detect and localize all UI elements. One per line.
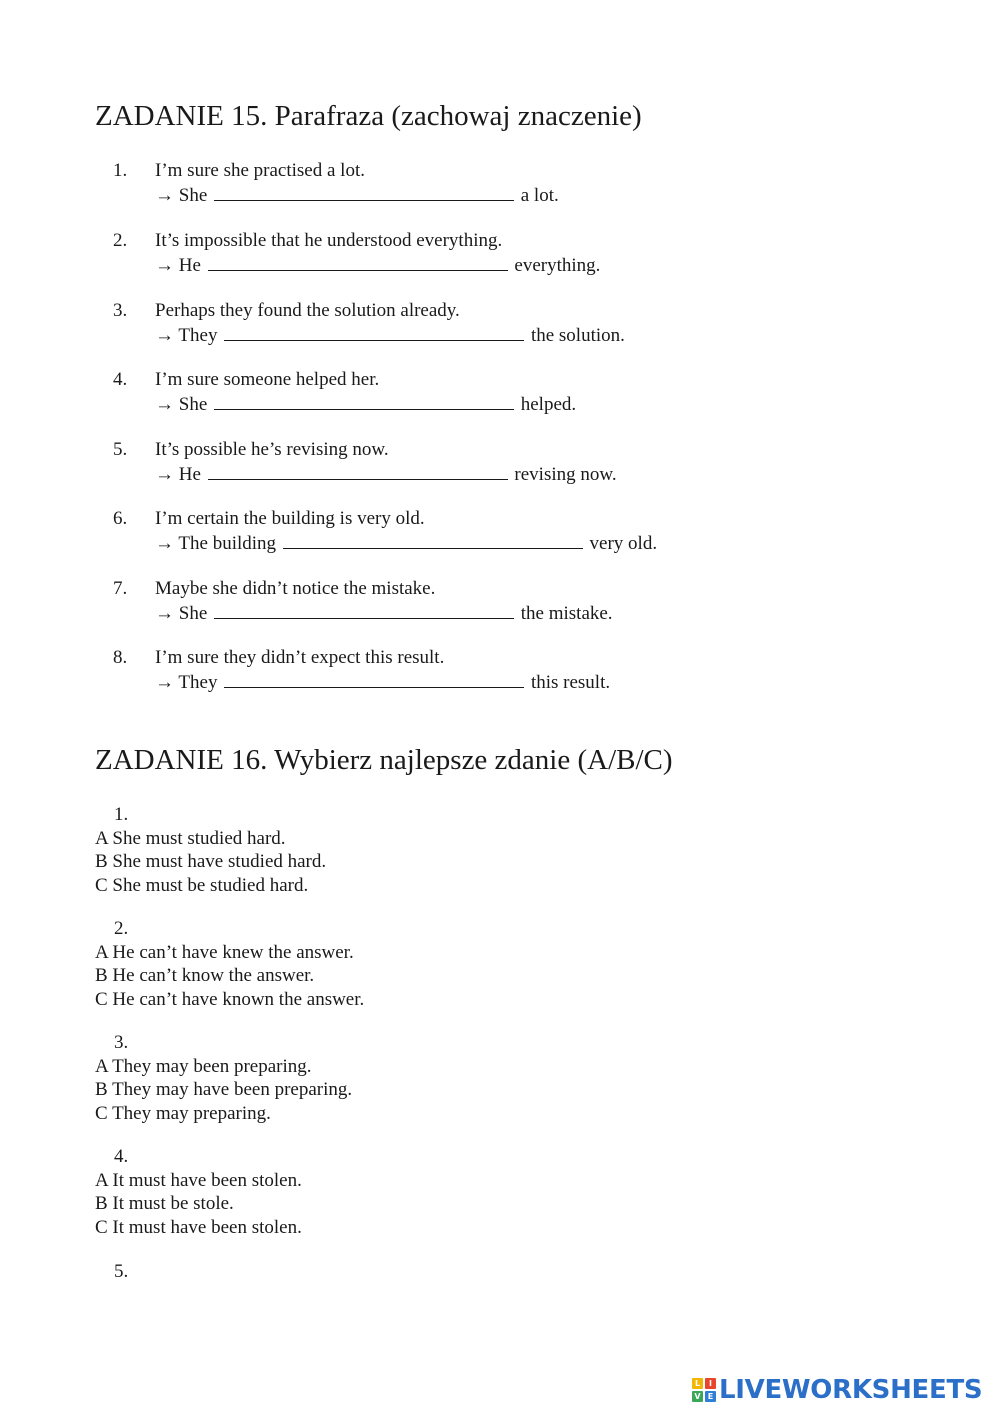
answer-suffix: the mistake. [520,603,613,624]
answer-prefix: → The building [155,533,277,554]
item-prompt: It’s possible he’s revising now. [155,439,389,460]
item-number: 7. [113,578,128,599]
answer-blank[interactable] [214,603,514,619]
choice-question [95,803,695,897]
question-number: 4. [114,1146,129,1167]
liveworksheets-logo [692,1374,982,1406]
item-number: 3. [113,300,128,321]
item-number: 6. [113,508,128,529]
logo-mark-tile: L [692,1378,703,1389]
logo-text: LIVEWORKSHEETS [719,1375,983,1405]
logo-mark-icon [692,1378,716,1402]
answer-blank[interactable] [214,185,514,201]
choice-option-c[interactable]: C It must have been stolen. [95,1216,302,1238]
choice-option-b[interactable]: B He can’t know the answer. [95,965,315,986]
choice-option-b[interactable]: B She must have studied hard. [95,851,327,872]
question-number: 3. [114,1032,129,1053]
item-prompt: Perhaps they found the solution already. [155,300,460,321]
task16-title: ZADANIE 16. Wybierz najlepsze zdanie (A/B/C) [95,744,673,776]
logo-mark-tile: E [705,1391,716,1402]
answer-prefix: → They [155,325,218,346]
item-prompt: I’m sure she practised a lot. [155,160,365,181]
paraphrase-item [113,576,813,626]
answer-blank[interactable] [208,255,508,271]
answer-suffix: helped. [520,394,577,415]
answer-blank[interactable] [224,325,524,341]
item-prompt: I’m sure someone helped her. [155,369,380,390]
answer-prefix: → She [155,603,208,624]
question-number: 5. [114,1261,129,1282]
item-prompt: I’m certain the building is very old. [155,508,425,529]
paraphrase-item [113,437,813,487]
item-prompt: It’s impossible that he understood everything. [155,230,503,251]
item-prompt: I’m sure they didn’t expect this result. [155,647,445,668]
paraphrase-item [113,228,813,278]
choice-option-a[interactable]: A They may been preparing. [95,1055,312,1077]
choice-question [95,1031,695,1125]
choice-question [95,917,695,1011]
answer-suffix: the solution. [530,325,625,346]
paraphrase-item [113,158,813,208]
answer-blank[interactable] [214,394,514,410]
answer-blank[interactable] [283,533,583,549]
answer-suffix: this result. [530,672,611,693]
choice-option-a[interactable]: A He can’t have knew the answer. [95,941,354,963]
answer-suffix: a lot. [520,185,559,206]
choice-option-c[interactable]: C They may preparing. [95,1102,271,1124]
answer-blank[interactable] [224,672,524,688]
answer-prefix: → He [155,464,201,485]
choice-option-b[interactable]: B It must be stole. [95,1193,234,1214]
paraphrase-item [113,645,813,695]
choice-option-b[interactable]: B They may have been preparing. [95,1079,353,1100]
answer-prefix: → She [155,394,208,415]
answer-suffix: everything. [514,255,601,276]
item-number: 5. [113,439,128,460]
item-number: 1. [113,160,128,181]
choice-option-c[interactable]: C He can’t have known the answer. [95,988,365,1010]
answer-prefix: → She [155,185,208,206]
paraphrase-item [113,506,813,556]
item-number: 8. [113,647,128,668]
logo-mark-tile: V [692,1391,703,1402]
answer-blank[interactable] [208,464,508,480]
choice-question [95,1145,695,1239]
item-prompt: Maybe she didn’t notice the mistake. [155,578,436,599]
question-number: 1. [114,804,129,825]
paraphrase-item [113,367,813,417]
answer-prefix: → They [155,672,218,693]
choice-option-a[interactable]: A It must have been stolen. [95,1169,302,1191]
answer-prefix: → He [155,255,201,276]
question-number: 2. [114,918,129,939]
choice-option-a[interactable]: A She must studied hard. [95,827,286,849]
item-number: 2. [113,230,128,251]
choice-option-c[interactable]: C She must be studied hard. [95,874,309,896]
paraphrase-item [113,298,813,348]
item-number: 4. [113,369,128,390]
choice-question [95,1260,695,1284]
answer-suffix: revising now. [514,464,617,485]
task15-title: ZADANIE 15. Parafraza (zachowaj znaczenie) [95,100,642,132]
answer-suffix: very old. [589,533,658,554]
logo-mark-tile: I [705,1378,716,1389]
